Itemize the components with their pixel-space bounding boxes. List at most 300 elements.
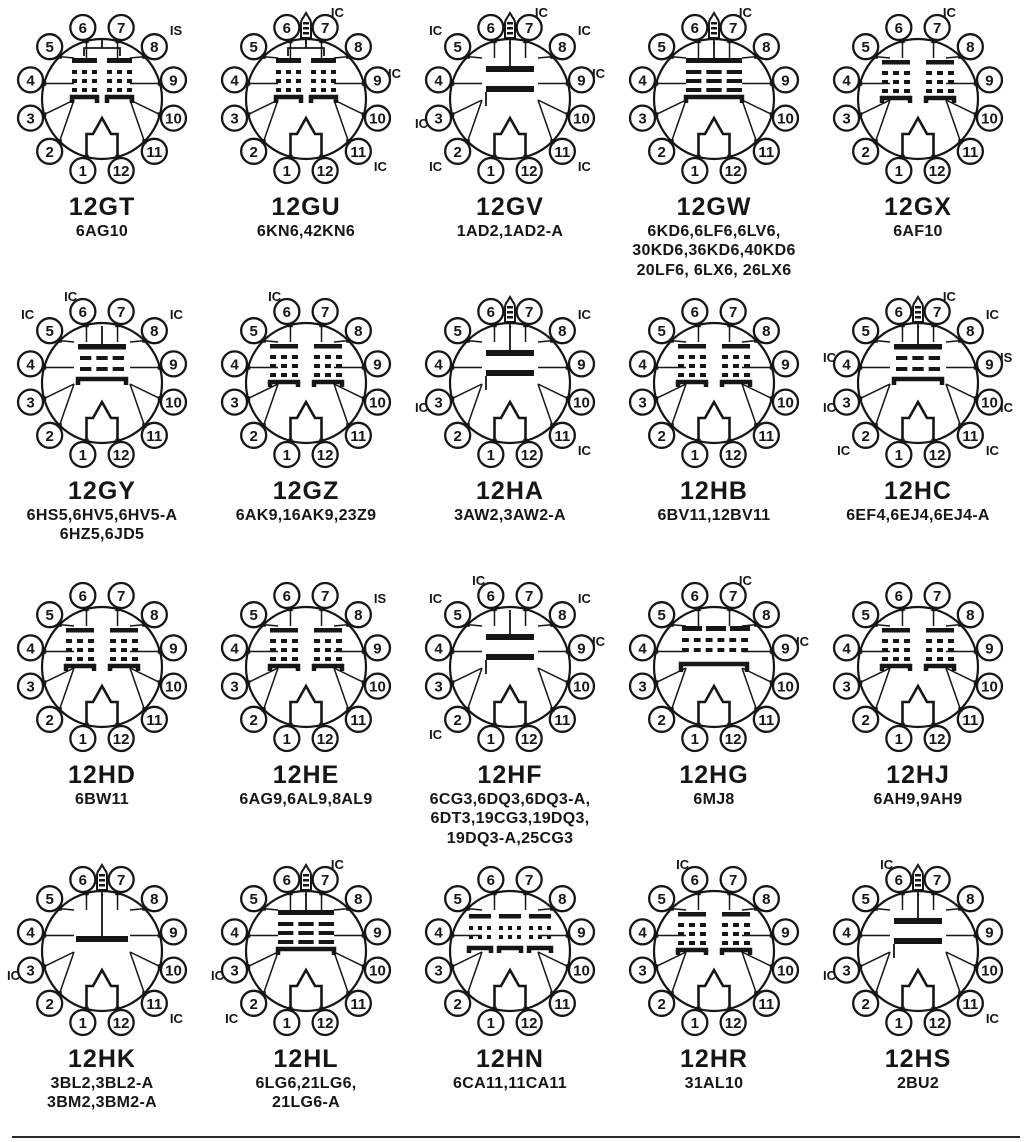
- tube-name: 12HK: [68, 1045, 136, 1073]
- grid-dash: [904, 639, 910, 643]
- pin-number: 12: [724, 730, 742, 748]
- tube-equivalents-line: 3BM2,3BM2-A: [47, 1094, 157, 1112]
- pin-dot: [669, 622, 673, 626]
- pin-number: 1: [486, 162, 496, 180]
- pin-dot: [754, 906, 758, 910]
- tube-name: 12HS: [884, 1045, 952, 1073]
- grid-dash: [706, 638, 713, 642]
- pin-number: 12: [928, 730, 946, 748]
- tube-equivalents-line: 6AG9,6AL9,8AL9: [239, 790, 373, 808]
- pin-annotation-is: IS: [373, 591, 387, 607]
- pin-dot: [57, 54, 61, 58]
- grid-dash: [686, 79, 701, 83]
- pin-annotation-ic: IC: [429, 158, 443, 174]
- pin-dot: [770, 933, 774, 937]
- pin-number: 8: [354, 39, 363, 57]
- tube-diagram: [0, 572, 204, 856]
- pin-11: [142, 423, 167, 448]
- tube-equivalents-line: 6BV11,12BV11: [657, 506, 771, 524]
- plate-bar: [678, 344, 706, 349]
- pin-annotation-ic: IC: [577, 158, 591, 174]
- tube-equivalents-line: 6AG10: [75, 222, 129, 240]
- pin-number: 10: [165, 962, 182, 980]
- pin-number: 7: [116, 20, 126, 38]
- pinout-svg: [612, 856, 816, 1056]
- pin-dot: [974, 81, 978, 85]
- pin-number: 7: [116, 304, 126, 322]
- pin-11: [346, 707, 371, 732]
- tube-name: 12HJ: [886, 761, 950, 789]
- plate-bar: [66, 628, 94, 633]
- pin-dot: [931, 155, 935, 159]
- pin-8: [958, 318, 983, 343]
- pin-annotation-is: IS: [1000, 350, 1013, 366]
- pin-number: 9: [781, 640, 790, 658]
- tube-equivalents-line: 6MJ8: [693, 790, 735, 808]
- pin-2: [853, 991, 878, 1016]
- pin-number: 8: [150, 323, 159, 341]
- pin-number: 3: [230, 110, 239, 128]
- pin-5: [241, 602, 266, 627]
- pin-dot: [900, 39, 904, 43]
- grid-dash: [882, 80, 888, 84]
- grid-dash: [689, 932, 695, 936]
- plate-bar: [894, 938, 942, 944]
- pin-dot: [42, 396, 46, 400]
- pin-8: [346, 602, 371, 627]
- pin-dot: [958, 54, 962, 58]
- pin-number: 11: [350, 711, 367, 729]
- tube-name: 12GV: [476, 193, 544, 221]
- pin-5: [445, 318, 470, 343]
- pin-number: 10: [573, 678, 590, 696]
- grid-dash: [127, 79, 132, 83]
- pin-number: 7: [728, 20, 738, 38]
- pin-number: 3: [842, 394, 851, 412]
- tube-diagram: [0, 856, 204, 1140]
- pin-dot: [346, 338, 350, 342]
- pin-dot: [958, 423, 962, 427]
- pin-number: 7: [524, 588, 534, 606]
- pin-number: 1: [894, 730, 904, 748]
- grid-dash: [948, 639, 954, 643]
- pin-dot: [492, 439, 496, 443]
- pin-number: 1: [894, 446, 904, 464]
- pin-dot: [770, 964, 774, 968]
- pin-number: 12: [112, 162, 130, 180]
- plate-bar: [706, 626, 726, 631]
- pin-dot: [346, 991, 350, 995]
- grid-dash: [336, 639, 342, 643]
- pin-number: 3: [434, 962, 443, 980]
- pin-annotation-ic: IC: [472, 573, 486, 588]
- grid-dash: [82, 79, 87, 83]
- pin-dot: [158, 365, 162, 369]
- grid-dash: [319, 940, 334, 944]
- grid-dash: [107, 88, 112, 92]
- pin-dot: [958, 139, 962, 143]
- pin-dot: [42, 933, 46, 937]
- pin-annotation-is: IS: [169, 23, 183, 39]
- pinout-svg: [0, 572, 204, 772]
- pin-number: 7: [728, 872, 738, 890]
- pin-number: 2: [45, 711, 54, 729]
- pin-8: [754, 318, 779, 343]
- pin-number: 8: [150, 891, 159, 909]
- pin-dot: [465, 423, 469, 427]
- pin-number: 12: [316, 730, 334, 748]
- tube-equivalents-line: 6KN6,42KN6: [256, 222, 356, 240]
- pin-dot: [727, 607, 731, 611]
- pin-number: 3: [230, 678, 239, 696]
- pin-number: 6: [894, 872, 904, 890]
- pin-annotation-ic: IC: [676, 857, 690, 872]
- pin-annotation-ic: IC: [1000, 399, 1013, 415]
- grid-dash: [331, 70, 336, 74]
- tube-elements: [276, 40, 336, 103]
- pin-11: [142, 991, 167, 1016]
- pin-number: 11: [146, 143, 163, 161]
- pin-dot: [654, 112, 658, 116]
- pin-dot: [465, 707, 469, 711]
- pin-annotation-ic: IC: [592, 634, 605, 650]
- grid-dash: [929, 356, 940, 360]
- heater: [291, 118, 322, 157]
- grid-dash: [904, 648, 910, 652]
- pin-dot: [158, 933, 162, 937]
- cathode: [681, 664, 747, 672]
- heater: [87, 970, 118, 1009]
- pin-annotation-ic: IC: [415, 115, 428, 131]
- pin-dot: [566, 680, 570, 684]
- pin-number: 11: [758, 711, 775, 729]
- pin-number: 7: [320, 304, 330, 322]
- pin-number: 10: [777, 678, 794, 696]
- grid-dash: [325, 648, 331, 652]
- grid-dash: [706, 79, 721, 83]
- tube-name: 12GW: [676, 193, 752, 221]
- pin-number: 4: [434, 924, 443, 942]
- pin-dot: [523, 723, 527, 727]
- pin-number: 3: [638, 394, 647, 412]
- pinout-svg: [816, 288, 1020, 488]
- page-bottom-rule: [12, 1136, 1020, 1138]
- pin-dot: [858, 112, 862, 116]
- grid-dash: [292, 373, 298, 377]
- grid-dash: [937, 657, 943, 661]
- pin-number: 12: [928, 1014, 946, 1032]
- cathode: [311, 97, 336, 103]
- grid-dash: [311, 88, 316, 92]
- grid-dash: [117, 88, 122, 92]
- tube-elements: [486, 610, 534, 674]
- pin-number: 12: [112, 446, 130, 464]
- pin-annotation-ic: IC: [577, 442, 591, 458]
- grid-dash: [292, 355, 298, 359]
- pin-number: 3: [638, 110, 647, 128]
- pin-number: 11: [962, 427, 979, 445]
- pin-dot: [931, 39, 935, 43]
- grid-dash: [292, 657, 298, 661]
- plate-bar: [486, 66, 534, 72]
- grid-dash: [733, 355, 739, 359]
- pinout-svg: [408, 288, 612, 488]
- pin-number: 9: [985, 356, 994, 374]
- pin-number: 11: [146, 995, 163, 1013]
- pin-number: 10: [981, 678, 998, 696]
- grid-dash: [682, 638, 689, 642]
- tube-elements: [681, 626, 750, 672]
- tube-equivalents-line: 20LF6, 6LX6, 26LX6: [636, 261, 792, 279]
- grid-dash: [121, 657, 127, 661]
- pin-8: [142, 602, 167, 627]
- grid-dash: [686, 70, 701, 74]
- pin-dot: [754, 139, 758, 143]
- grid-dash: [80, 356, 91, 360]
- pin-dot: [566, 649, 570, 653]
- grid-dash: [689, 355, 695, 359]
- grid-dash: [718, 638, 725, 642]
- pin-dot: [42, 112, 46, 116]
- pin-annotation-ic: IC: [268, 289, 282, 304]
- grid-dash: [286, 88, 291, 92]
- pin-number: 2: [45, 143, 54, 161]
- tube-equivalents-line: 6CA11,11CA11: [453, 1074, 567, 1092]
- heater: [699, 402, 730, 441]
- pinout-svg: [204, 856, 408, 1056]
- pin-2: [241, 139, 266, 164]
- pin-dot: [858, 649, 862, 653]
- pin-number: 6: [282, 872, 292, 890]
- pin-number: 7: [524, 304, 534, 322]
- pin-dot: [550, 338, 554, 342]
- plate-bar: [722, 912, 750, 917]
- grid-dash: [718, 648, 725, 652]
- pin-dot: [754, 622, 758, 626]
- pin-number: 6: [78, 20, 88, 38]
- grid-dash: [336, 373, 342, 377]
- pinout-svg: [204, 4, 408, 204]
- tube-elements: [78, 326, 126, 385]
- pin-number: 5: [861, 607, 870, 625]
- pin-2: [445, 991, 470, 1016]
- pin-8: [346, 318, 371, 343]
- grid-dash: [678, 932, 684, 936]
- cathode: [686, 97, 742, 103]
- heater: [699, 970, 730, 1009]
- pin-11: [550, 139, 575, 164]
- grid-dash: [96, 356, 107, 360]
- pin-2: [649, 991, 674, 1016]
- pin-dot: [550, 991, 554, 995]
- pin-2: [649, 707, 674, 732]
- pin-number: 10: [369, 110, 386, 128]
- grid-dash: [912, 356, 923, 360]
- pin-dot: [450, 649, 454, 653]
- pin-dot: [873, 991, 877, 995]
- grid-dash: [296, 70, 301, 74]
- pin-number: 6: [282, 304, 292, 322]
- tube-name: 12HD: [68, 761, 136, 789]
- pin-11: [550, 423, 575, 448]
- heater: [903, 686, 934, 725]
- grid-dash: [893, 639, 899, 643]
- grid-dash: [292, 639, 298, 643]
- tube-elements: [882, 60, 954, 103]
- pin-dot: [566, 365, 570, 369]
- cathode: [276, 97, 301, 103]
- pin-dot: [931, 323, 935, 327]
- pin-11: [958, 139, 983, 164]
- grid-dash: [336, 657, 342, 661]
- pin-number: 12: [724, 446, 742, 464]
- plate-bar: [72, 58, 97, 63]
- grid-dash: [311, 79, 316, 83]
- pin-number: 8: [558, 39, 567, 57]
- pin-number: 10: [165, 394, 182, 412]
- grid-dash: [132, 648, 138, 652]
- pin-annotation-ic: IC: [738, 5, 752, 20]
- grid-dash: [508, 935, 512, 939]
- pin-dot: [550, 54, 554, 58]
- pin-number: 3: [842, 110, 851, 128]
- pin-number: 5: [45, 607, 54, 625]
- tube-equivalents-line: 3BL2,3BL2-A: [50, 1074, 154, 1092]
- grid-dash: [729, 648, 736, 652]
- pin-number: 7: [728, 588, 738, 606]
- grid-dash: [678, 373, 684, 377]
- grid-dash: [882, 71, 888, 75]
- plate-bar: [486, 370, 534, 376]
- pin-dot: [900, 607, 904, 611]
- pin-number: 1: [690, 162, 700, 180]
- pin-dot: [754, 707, 758, 711]
- pin-dot: [754, 423, 758, 427]
- pin-dot: [319, 155, 323, 159]
- pin-dot: [523, 323, 527, 327]
- pin-dot: [57, 139, 61, 143]
- grid-dash: [948, 648, 954, 652]
- pin-number: 12: [316, 446, 334, 464]
- pin-annotation-ic: IC: [64, 289, 78, 304]
- pin-8: [550, 886, 575, 911]
- grid-dash: [92, 70, 97, 74]
- grid-dash: [281, 373, 287, 377]
- pin-number: 9: [985, 924, 994, 942]
- pin-2: [853, 423, 878, 448]
- grid-dash: [706, 648, 713, 652]
- grid-dash: [96, 367, 107, 371]
- grid-dash: [937, 80, 943, 84]
- plate-bar: [76, 936, 128, 942]
- pin-number: 2: [453, 143, 462, 161]
- grid-dash: [517, 935, 521, 939]
- pin-number: 1: [486, 446, 496, 464]
- pin-dot: [288, 891, 292, 895]
- pin-dot: [669, 707, 673, 711]
- pin-dot: [319, 439, 323, 443]
- pin-number: 11: [554, 143, 571, 161]
- pin-number: 6: [486, 20, 496, 38]
- grid-dash: [121, 639, 127, 643]
- pin-number: 12: [520, 730, 538, 748]
- pin-number: 8: [762, 891, 771, 909]
- pin-number: 4: [434, 640, 443, 658]
- pin-dot: [84, 439, 88, 443]
- plate-bar: [278, 910, 334, 915]
- plate-bar: [499, 914, 521, 919]
- pin-dot: [261, 54, 265, 58]
- pin-8: [142, 318, 167, 343]
- tube-name: 12GZ: [272, 477, 340, 505]
- grid-dash: [926, 648, 932, 652]
- tube-diagram: [0, 288, 204, 572]
- grid-dash: [700, 941, 706, 945]
- pin-8: [550, 34, 575, 59]
- grid-dash: [292, 648, 298, 652]
- pin-dot: [57, 423, 61, 427]
- pin-dot: [727, 39, 731, 43]
- grid-dash: [311, 70, 316, 74]
- pin-number: 8: [762, 323, 771, 341]
- tube-equivalents-line: 30KD6,36KD6,40KD6: [632, 242, 796, 260]
- grid-dash: [678, 355, 684, 359]
- heater: [291, 402, 322, 441]
- tube-elements: [76, 894, 128, 942]
- grid-dash: [926, 89, 932, 93]
- tube-equivalents-line: 6HS5,6HV5,6HV5-A: [26, 506, 178, 524]
- pin-dot: [727, 439, 731, 443]
- grid-dash: [882, 648, 888, 652]
- pin-5: [445, 602, 470, 627]
- grid-dash: [113, 356, 124, 360]
- pin-dot: [319, 891, 323, 895]
- pin-dot: [115, 439, 119, 443]
- pin-11: [754, 991, 779, 1016]
- pin-dot: [858, 396, 862, 400]
- pin-dot: [900, 891, 904, 895]
- pin-annotation-ic: IC: [330, 857, 344, 872]
- grid-dash: [904, 657, 910, 661]
- pin-dot: [958, 338, 962, 342]
- tube-elements: [486, 42, 534, 106]
- pin-number: 11: [350, 143, 367, 161]
- pin-number: 9: [373, 72, 382, 90]
- grid-dash: [700, 364, 706, 368]
- plate-bar: [276, 58, 301, 63]
- pin-11: [958, 991, 983, 1016]
- pin-dot: [900, 723, 904, 727]
- pin-dot: [654, 933, 658, 937]
- pin-dot: [754, 991, 758, 995]
- grid-dash: [948, 71, 954, 75]
- tube-diagram: [816, 572, 1020, 856]
- tube-diagram: [816, 288, 1020, 572]
- tube-diagram: [612, 4, 816, 288]
- pin-dot: [696, 891, 700, 895]
- pin-dot: [362, 649, 366, 653]
- pin-number: 2: [861, 143, 870, 161]
- pinout-svg: [816, 4, 1020, 204]
- plate-bar: [270, 344, 298, 349]
- pin-number: 10: [981, 394, 998, 412]
- pin-number: 9: [373, 356, 382, 374]
- grid-dash: [72, 70, 77, 74]
- pin-dot: [654, 680, 658, 684]
- pin-number: 3: [638, 962, 647, 980]
- pin-dot: [346, 906, 350, 910]
- pin-dot: [158, 396, 162, 400]
